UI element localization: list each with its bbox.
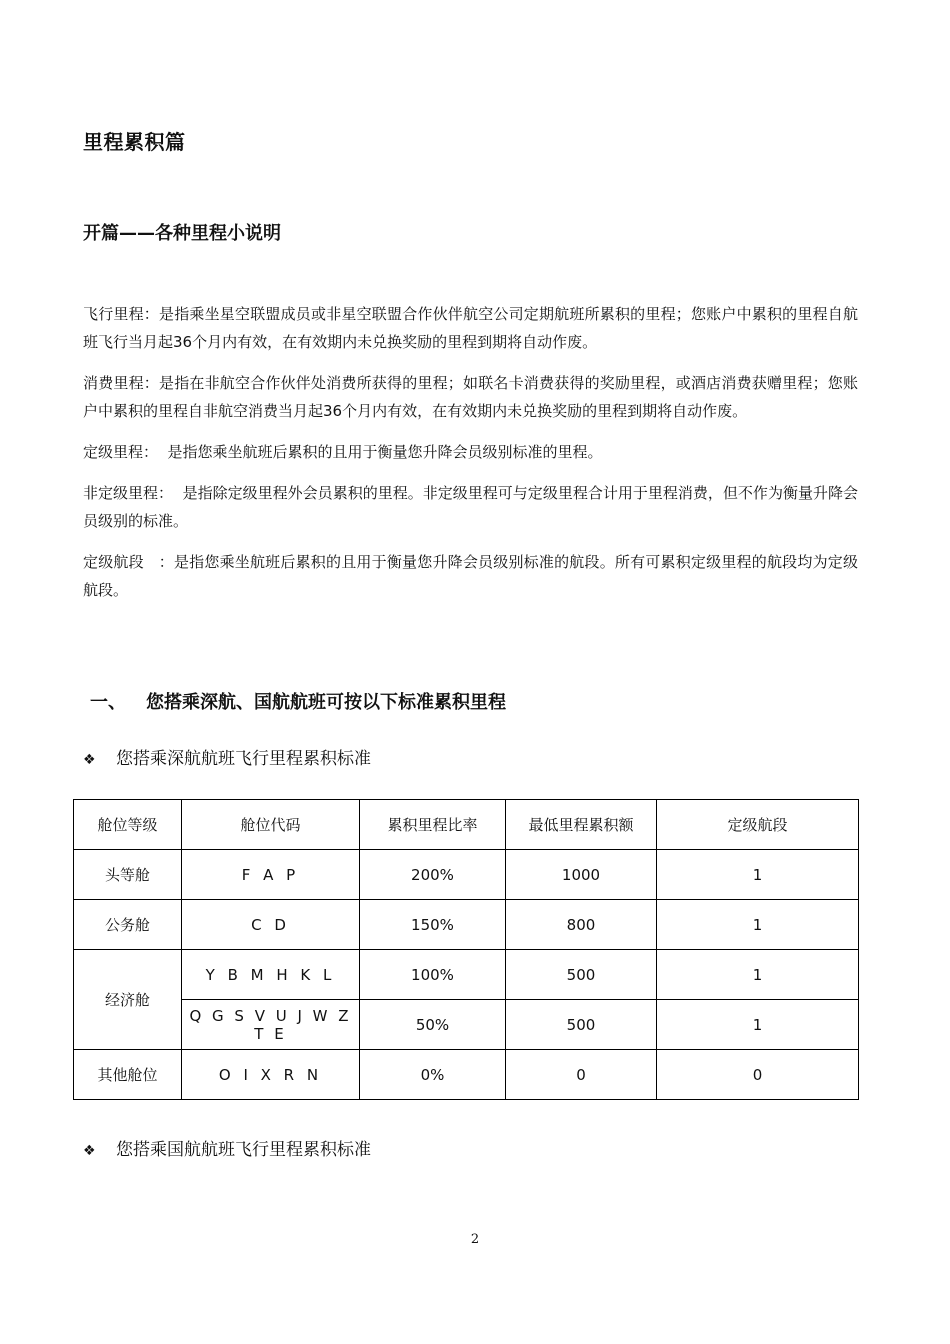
definition-text: ：是指您乘坐航班后累积的且用于衡量您升降会员级别标准的航段。所有可累积定级里程的航段均为定级航段。: [83, 553, 858, 599]
diamond-bullet-icon: ❖: [83, 1143, 96, 1159]
bullet-text: 您搭乘国航航班飞行里程累积标准: [116, 1140, 371, 1160]
cell-minimum: 0: [506, 1050, 657, 1100]
definition-text: 是指您乘坐航班后累积的且用于衡量您升降会员级别标准的里程。: [167, 443, 603, 461]
definition-term: 消费里程：: [83, 374, 159, 392]
definition-non-qualifying-miles: [83, 479, 858, 535]
cell-ratio: 100%: [360, 950, 506, 1000]
section-subtitle: 开篇——各种里程小说明: [83, 223, 281, 244]
header-minimum-miles: 最低里程累积额: [506, 800, 657, 850]
cell-ratio: 150%: [360, 900, 506, 950]
definition-term: 定级里程：: [83, 443, 168, 461]
cell-ratio: 0%: [360, 1050, 506, 1100]
header-qualifying-segments: 定级航段: [657, 800, 859, 850]
cell-segments: 0: [657, 1050, 859, 1100]
definition-term: 定级航段: [83, 553, 159, 571]
cell-cabin-codes: C D: [182, 900, 360, 950]
bullet-text: 您搭乘深航航班飞行里程累积标准: [116, 749, 371, 769]
header-accrual-ratio: 累积里程比率: [360, 800, 506, 850]
cell-minimum: 800: [506, 900, 657, 950]
cell-cabin-codes: Q G S V U J W Z T E: [182, 1000, 360, 1050]
page-number: 2: [470, 1232, 480, 1247]
section-number: 一、: [90, 692, 126, 713]
table-row: [74, 950, 859, 1000]
cell-minimum: 500: [506, 950, 657, 1000]
definition-text: 是指在非航空合作伙伴处消费所获得的里程；如联名卡消费获得的奖励里程，或酒店消费获赠里程；您账户中累积的里程自非航空消费当月起36个月内有效，在有效期内未兑换奖励的里程到期将自动作废。: [83, 374, 858, 420]
cell-cabin-codes: Y B M H K L: [182, 950, 360, 1000]
header-cabin-code: 舱位代码: [182, 800, 360, 850]
header-cabin-class: 舱位等级: [74, 800, 182, 850]
bullet-air-china: [83, 1135, 371, 1160]
cell-cabin-codes: O I X R N: [182, 1050, 360, 1100]
table-row: [74, 1000, 859, 1050]
cell-segments: 1: [657, 850, 859, 900]
bullet-shenzhen-airlines: [83, 744, 371, 769]
definition-qualifying-miles: [83, 438, 858, 466]
definition-term: 飞行里程：: [83, 305, 159, 323]
section-heading-text: 您搭乘深航、国航航班可按以下标准累积里程: [146, 692, 506, 713]
mileage-table: [73, 799, 859, 1100]
diamond-bullet-icon: ❖: [83, 752, 96, 768]
definition-term: 非定级里程：: [83, 484, 183, 502]
cell-segments: 1: [657, 1000, 859, 1050]
cell-cabin-class: 头等舱: [74, 850, 182, 900]
definition-text: 是指除定级里程外会员累积的里程。非定级里程可与定级里程合计用于里程消费，但不作为衡量升降会员级别的标准。: [83, 484, 858, 530]
definition-flight-miles: [83, 300, 858, 356]
cell-cabin-codes: F A P: [182, 850, 360, 900]
definition-text: 是指乘坐星空联盟成员或非星空联盟合作伙伴航空公司定期航班所累积的里程；您账户中累积的里程自航班飞行当月起36个月内有效，在有效期内未兑换奖励的里程到期将自动作废。: [83, 305, 858, 351]
cell-cabin-class: 经济舱: [74, 950, 182, 1050]
cell-ratio: 50%: [360, 1000, 506, 1050]
page-title: 里程累积篇: [83, 130, 186, 154]
cell-minimum: 500: [506, 1000, 657, 1050]
cell-segments: 1: [657, 950, 859, 1000]
cell-cabin-class: 其他舱位: [74, 1050, 182, 1100]
section-heading: [90, 688, 506, 714]
definitions-list: [83, 300, 858, 617]
cell-cabin-class: 公务舱: [74, 900, 182, 950]
table-header-row: [74, 800, 859, 850]
table-row: [74, 1050, 859, 1100]
cell-ratio: 200%: [360, 850, 506, 900]
cell-minimum: 1000: [506, 850, 657, 900]
definition-consumption-miles: [83, 369, 858, 425]
cell-segments: 1: [657, 900, 859, 950]
table-row: [74, 900, 859, 950]
table-row: [74, 850, 859, 900]
definition-qualifying-segments: [83, 548, 858, 604]
